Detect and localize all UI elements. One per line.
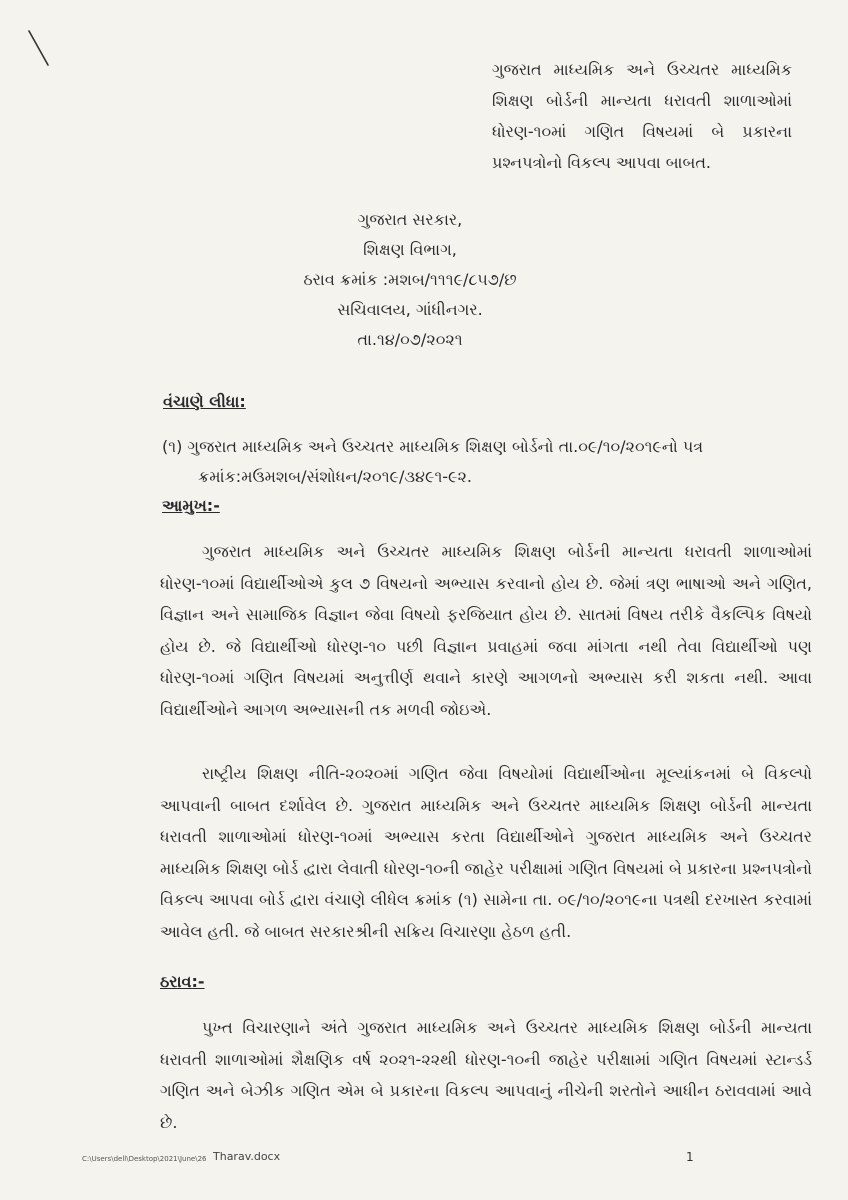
issuer-location: સચિવાલય, ગાંધીનગર.	[337, 300, 483, 319]
footer-file-path: C:\Users\dell\Desktop\2021\June\26	[82, 1155, 207, 1163]
issuer-block	[280, 205, 540, 355]
page-number: 1	[686, 1150, 694, 1164]
resolution-paragraph: પુખ્ત વિચારણાને અંતે ગુજરાત માધ્યમિક અને ઉચ્ચતર માધ્યમિક શિક્ષણ બોર્ડની માન્યતા ધરાવતી શાળાઓમાં શૈક્ષણિક વર્ષ ૨૦૨૧-૨૨થી ધોરણ-૧૦ની જાહેર પરીક્ષામાં ગણિત વિષયમાં સ્ટાન્ડર્ડ ગણિત અને બેઝીક ગણિત એમ બે પ્રકારના વિકલ્પ આપવાનું નીચેની શરતોને આધીન ઠરાવવામાં આવે છે.	[160, 1018, 812, 1132]
pen-stroke-mark	[26, 28, 52, 68]
heading-resolution: ઠરાવ:-	[160, 972, 205, 991]
resolution-number: ઠરાવ ક્રમાંક :મશબ/૧૧૧૯/૮૫૭/છ	[303, 270, 517, 289]
footer-file-name: Tharav.docx	[213, 1150, 281, 1163]
preamble-paragraph-1: ગુજરાત માધ્યમિક અને ઉચ્ચતર માધ્યમિક શિક્ષણ બોર્ડની માન્યતા ધરાવતી શાળાઓમાં ધોરણ-૧૦માં વિદ્યાર્થીઓએ કુલ ૭ વિષયનો અભ્યાસ કરવાનો હોય છે. જેમાં ત્રણ ભાષાઓ અને ગણિત, વિજ્ઞાન અને સામાજિક વિજ્ઞાન જેવા વિષયો ફરજિયાત હોય છે. સાતમાં વિષય તરીકે વૈકલ્પિક વિષયો હોય છે. જે વિદ્યાર્થીઓ ધોરણ-૧૦ પછી વિજ્ઞાન પ્રવાહમાં જવા માંગતા નથી તેવા વિદ્યાર્થીઓ પણ ધોરણ-૧૦માં ગણિત વિષયમાં અનુત્તીર્ણ થવાને કારણે આગળનો અભ્યાસ કરી શકતા નથી. આવા વિદ્યાર્થીઓને આગળ અભ્યાસની તક મળવી જોઇએ.	[160, 542, 812, 719]
reference-line-1: (૧) ગુજરાત માધ્યમિક અને ઉચ્ચતર માધ્યમિક શિક્ષણ બોર્ડનો તા.૦૯/૧૦/૨૦૧૯નો પત્ર	[162, 437, 704, 456]
subject-block: ગુજરાત માધ્યમિક અને ઉચ્ચતર માધ્યમિક શિક્ષણ બોર્ડની માન્યતા ધરાવતી શાળાઓમાં ધોરણ-૧૦માં ગણિત વિષયમાં બે પ્રકારના પ્રશ્નપત્રોનો વિકલ્પ આપવા બાબત.	[492, 60, 792, 172]
reference-line-2: ક્રમાંક:મઉમશબ/સંશોધન/૨૦૧૯/૩૪૯૧-૯૨.	[198, 467, 473, 486]
heading-read: વંચાણે લીધા:	[163, 392, 246, 411]
reference-item	[162, 432, 812, 492]
heading-preamble: આમુખ:-	[162, 496, 220, 515]
issuer-department: શિક્ષણ વિભાગ,	[363, 240, 457, 259]
preamble-paragraph-2: રાષ્ટ્રીય શિક્ષણ નીતિ-૨૦૨૦માં ગણિત જેવા વિષયોમાં વિદ્યાર્થીઓના મૂલ્યાંકનમાં બે વિકલ્પો આપવાની બાબત દર્શાવેલ છે. ગુજરાત માધ્યમિક અને ઉચ્ચતર માધ્યમિક શિક્ષણ બોર્ડની માન્યતા ધરાવતી શાળાઓમાં ધોરણ-૧૦માં અભ્યાસ કરતા વિદ્યાર્થીઓને ગુજરાત માધ્યમિક અને ઉચ્ચતર માધ્યમિક શિક્ષણ બોર્ડ દ્વારા લેવાતી ધોરણ-૧૦ની જાહેર પરીક્ષામાં ગણિત વિષયમાં બે પ્રકારના પ્રશ્નપત્રોનો વિકલ્પ આપવા બોર્ડ દ્વારા વંચાણે લીધેલ ક્રમાંક (૧) સામેના તા. ૦૯/૧૦/૨૦૧૯ના પત્રથી દરખાસ્ત કરવામાં આવેલ હતી. જે બાબત સરકારશ્રીની સક્રિય વિચારણા હેઠળ હતી.	[160, 764, 812, 941]
resolution-date: તા.૧૪/૦૭/૨૦૨૧	[357, 330, 463, 349]
issuer-government: ગુજરાત સરકાર,	[357, 210, 463, 229]
